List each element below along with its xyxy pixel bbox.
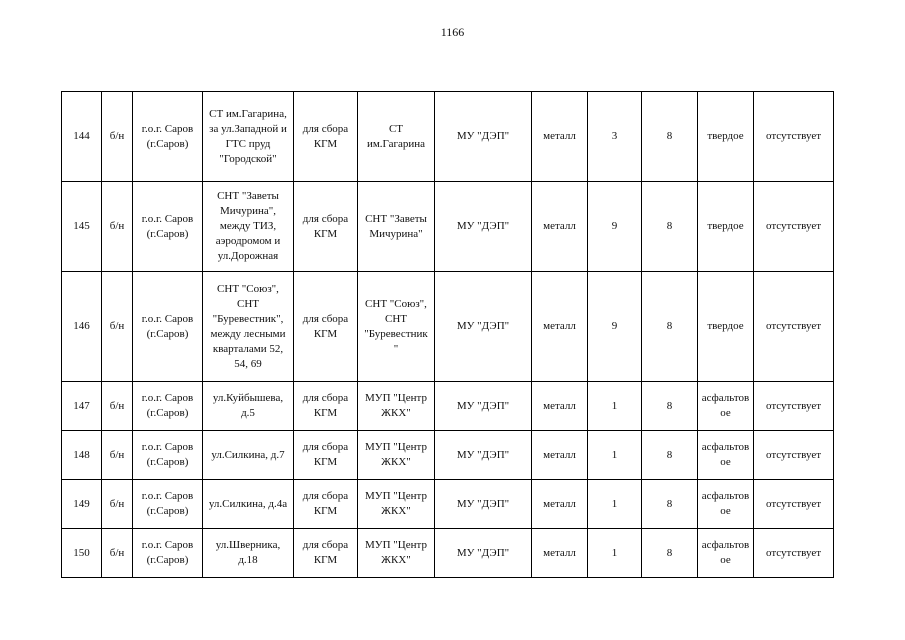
owner-cell: СНТ "Союз", СНТ "Буревестник " <box>358 272 435 382</box>
owner-cell: МУП "Центр ЖКХ" <box>358 480 435 529</box>
table-row <box>62 272 834 382</box>
row-number-cell: 149 <box>62 480 102 529</box>
operator-cell: МУ "ДЭП" <box>435 92 532 182</box>
fence-cell: отсутствует <box>754 529 834 578</box>
purpose-cell: для сбора КГМ <box>294 431 358 480</box>
row-number-cell: 144 <box>62 92 102 182</box>
row-number-cell: 145 <box>62 182 102 272</box>
owner-cell: МУП "Центр ЖКХ" <box>358 431 435 480</box>
operator-cell: МУ "ДЭП" <box>435 480 532 529</box>
container-volume-cell: 8 <box>642 529 698 578</box>
container-volume-cell: 8 <box>642 92 698 182</box>
owner-cell: МУП "Центр ЖКХ" <box>358 382 435 431</box>
container-material-cell: металл <box>532 480 588 529</box>
operator-cell: МУ "ДЭП" <box>435 382 532 431</box>
owner-cell: СНТ "Заветы Мичурина" <box>358 182 435 272</box>
container-material-cell: металл <box>532 92 588 182</box>
owner-cell: МУП "Центр ЖКХ" <box>358 529 435 578</box>
operator-cell: МУ "ДЭП" <box>435 272 532 382</box>
address-cell: ул.Шверника, д.18 <box>203 529 294 578</box>
owner-cell: СТ им.Гагарина <box>358 92 435 182</box>
registry-number-cell: б/н <box>102 382 133 431</box>
purpose-cell: для сбора КГМ <box>294 92 358 182</box>
fence-cell: отсутствует <box>754 431 834 480</box>
surface-type-cell: асфальтов ое <box>698 480 754 529</box>
fence-cell: отсутствует <box>754 92 834 182</box>
container-count-cell: 1 <box>588 480 642 529</box>
container-material-cell: металл <box>532 529 588 578</box>
address-cell: СТ им.Гагарина, за ул.Западной и ГТС пруд "Городской" <box>203 92 294 182</box>
container-material-cell: металл <box>532 182 588 272</box>
table-body <box>62 92 834 578</box>
locality-cell: г.о.г. Саров (г.Саров) <box>133 529 203 578</box>
container-volume-cell: 8 <box>642 431 698 480</box>
container-material-cell: металл <box>532 272 588 382</box>
table-row <box>62 182 834 272</box>
locality-cell: г.о.г. Саров (г.Саров) <box>133 182 203 272</box>
row-number-cell: 150 <box>62 529 102 578</box>
table-row <box>62 529 834 578</box>
purpose-cell: для сбора КГМ <box>294 529 358 578</box>
address-cell: ул.Силкина, д.7 <box>203 431 294 480</box>
registry-number-cell: б/н <box>102 529 133 578</box>
fence-cell: отсутствует <box>754 182 834 272</box>
row-number-cell: 148 <box>62 431 102 480</box>
fence-cell: отсутствует <box>754 272 834 382</box>
address-cell: ул.Куйбышева, д.5 <box>203 382 294 431</box>
locality-cell: г.о.г. Саров (г.Саров) <box>133 92 203 182</box>
table-row <box>62 92 834 182</box>
registry-number-cell: б/н <box>102 480 133 529</box>
registry-number-cell: б/н <box>102 272 133 382</box>
container-sites-table <box>61 91 834 578</box>
surface-type-cell: асфальтов ое <box>698 529 754 578</box>
locality-cell: г.о.г. Саров (г.Саров) <box>133 480 203 529</box>
registry-number-cell: б/н <box>102 431 133 480</box>
container-count-cell: 9 <box>588 182 642 272</box>
container-volume-cell: 8 <box>642 480 698 529</box>
operator-cell: МУ "ДЭП" <box>435 529 532 578</box>
locality-cell: г.о.г. Саров (г.Саров) <box>133 431 203 480</box>
container-material-cell: металл <box>532 431 588 480</box>
address-cell: СНТ "Заветы Мичурина", между ТИЗ, аэродромом и ул.Дорожная <box>203 182 294 272</box>
page-number: 1166 <box>440 25 465 39</box>
container-count-cell: 1 <box>588 431 642 480</box>
address-cell: ул.Силкина, д.4а <box>203 480 294 529</box>
fence-cell: отсутствует <box>754 480 834 529</box>
row-number-cell: 146 <box>62 272 102 382</box>
registry-number-cell: б/н <box>102 182 133 272</box>
container-count-cell: 3 <box>588 92 642 182</box>
container-count-cell: 1 <box>588 529 642 578</box>
container-count-cell: 1 <box>588 382 642 431</box>
surface-type-cell: асфальтов ое <box>698 382 754 431</box>
purpose-cell: для сбора КГМ <box>294 382 358 431</box>
purpose-cell: для сбора КГМ <box>294 182 358 272</box>
container-material-cell: металл <box>532 382 588 431</box>
table-row <box>62 431 834 480</box>
table-row <box>62 480 834 529</box>
surface-type-cell: твердое <box>698 272 754 382</box>
container-volume-cell: 8 <box>642 272 698 382</box>
operator-cell: МУ "ДЭП" <box>435 182 532 272</box>
container-volume-cell: 8 <box>642 182 698 272</box>
surface-type-cell: твердое <box>698 92 754 182</box>
table-row <box>62 382 834 431</box>
row-number-cell: 147 <box>62 382 102 431</box>
purpose-cell: для сбора КГМ <box>294 272 358 382</box>
fence-cell: отсутствует <box>754 382 834 431</box>
container-volume-cell: 8 <box>642 382 698 431</box>
purpose-cell: для сбора КГМ <box>294 480 358 529</box>
surface-type-cell: асфальтов ое <box>698 431 754 480</box>
surface-type-cell: твердое <box>698 182 754 272</box>
address-cell: СНТ "Союз", СНТ "Буревестник", между лесными кварталами 52, 54, 69 <box>203 272 294 382</box>
registry-number-cell: б/н <box>102 92 133 182</box>
locality-cell: г.о.г. Саров (г.Саров) <box>133 382 203 431</box>
locality-cell: г.о.г. Саров (г.Саров) <box>133 272 203 382</box>
operator-cell: МУ "ДЭП" <box>435 431 532 480</box>
container-count-cell: 9 <box>588 272 642 382</box>
